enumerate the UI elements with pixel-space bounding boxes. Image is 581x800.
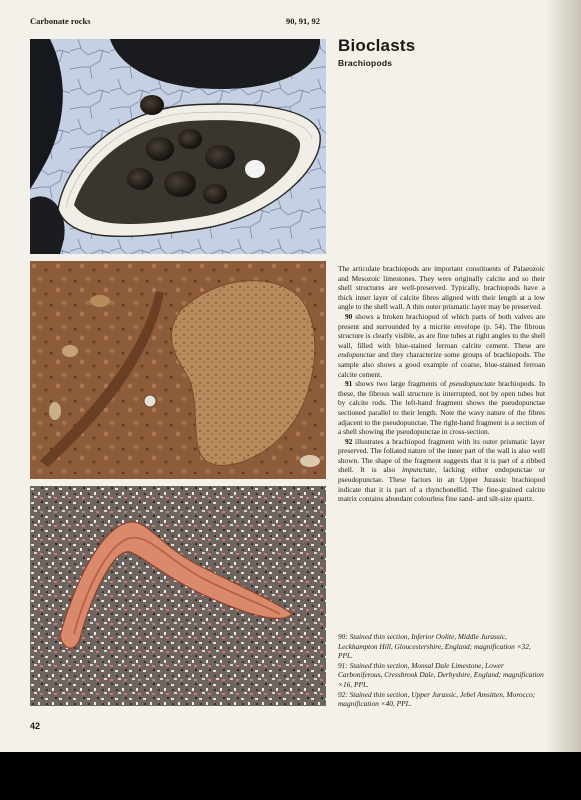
scan-bottom-border xyxy=(0,752,581,800)
caption-92: 92: Stained thin section, Upper Jurassic, Jebel Amsitten, Morocco; magnification ×40, PPL. xyxy=(338,689,536,709)
term-endopunctae: endopunctae xyxy=(338,350,376,360)
body-text xyxy=(338,264,545,504)
plate-ref-90: 90 xyxy=(345,311,353,321)
page-title: Bioclasts xyxy=(338,36,416,55)
page-number: 42 xyxy=(30,721,41,731)
plate-ref-91: 91 xyxy=(345,379,353,389)
term-pseudopunctate: pseudopunctate xyxy=(449,379,496,389)
body-paragraph-1: The articulate brachiopods are important constituents of Palaeozoic and Mesozoic limestones. They were originally calcite and so their shell structures are well-preserved. Typically, brachiopods have a thick inner layer of calcite fibres aligned with their length at a low angle to the shell wall. A thin outer prismatic layer may be preserved. xyxy=(338,264,545,312)
running-head-section: Carbonate rocks xyxy=(30,16,91,26)
body-paragraph-3: 91 shows two large fragments of pseudopunctate brachiopods. In these, the fibrous wall structure is interrupted, not by open tubes but by calcite rods. The left-hand fragment shows the pseudopunctae sectioned parallel to their length. Note the wavy nature of the fibres adjacent to the pseudopunctae. The right-hand fragment is a section of a shell showing the pseudopunctae in cross-section. xyxy=(338,379,545,437)
body-paragraph-2: 90 shows a broken brachiopod of which parts of both valves are present and surrounded by a micrite envelope (p. 54). The fibrous structure is clearly visible, as are fine tubes at right angles to the shell wall, filled with blue-stained ferroan calcite cement. These are endopunctae and they characterize some groups of brachiopods. The sample also shows a good example of coarse, blue-stained ferroan calcite cement. xyxy=(338,311,545,379)
page-gutter-shadow xyxy=(548,0,581,760)
page-subtitle: Brachiopods xyxy=(338,58,393,68)
running-head-plate-numbers: 90, 91, 92 xyxy=(286,16,320,26)
body-paragraph-4: 92 illustrates a brachiopod fragment with its outer prismatic layer preserved. The foliated nature of the inner part of the wall is also well shown. The shape of the fragment suggests that it is part of a ribbed shell. It is also impunctate, lacking either endopunctae or pseudopunctae. These factors in an Upper Jurassic brachiopod indicate that it is part of a rhynchonellid. The fine-grained calcite matrix contains abundant colourless fine sand- and silt-size quartz. xyxy=(338,436,545,504)
caption-90: 90: Stained thin section, Inferior Oolite, Middle Jurassic, Leckhampton Hill, Gloucestershire, England; magnification ×32, PPL. xyxy=(338,632,531,661)
plate-91-photomicrograph xyxy=(30,261,326,479)
term-impunctate: impunctate xyxy=(401,465,435,475)
plate-90-photomicrograph xyxy=(30,39,326,254)
plate-92-photomicrograph xyxy=(30,486,326,706)
plate-captions xyxy=(338,632,545,709)
plate-ref-92: 92 xyxy=(345,436,353,446)
caption-91: 91: Stained thin section, Monsal Dale Limestone, Lower Carboniferous, Cressbrook Dale, Derbyshire, England; magnification ×16, PPL. xyxy=(338,660,544,689)
